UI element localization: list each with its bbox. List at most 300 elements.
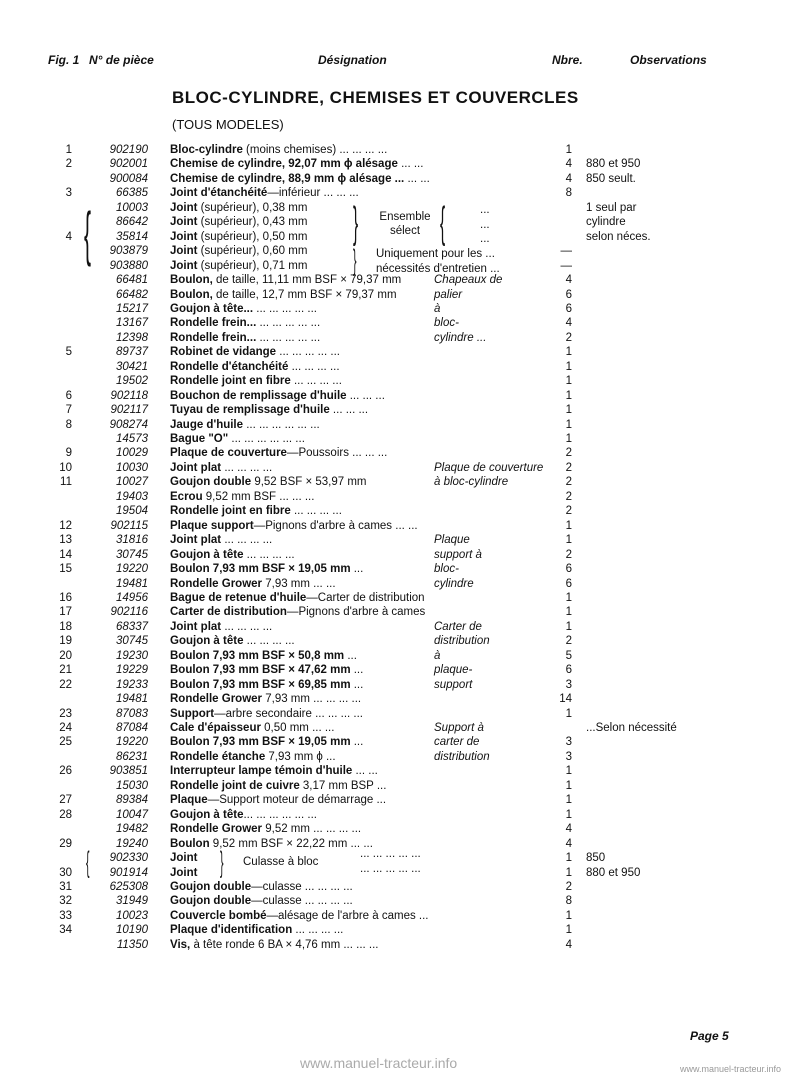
- quantity: 1: [565, 765, 572, 778]
- designation-bold: Vis,: [170, 938, 191, 951]
- table-row: [0, 288, 800, 303]
- designation-bold: Joint: [170, 216, 198, 229]
- table-row: [0, 345, 800, 360]
- designation: [170, 837, 373, 852]
- quantity: 6: [565, 302, 572, 315]
- brace-right-ensemble: }: [353, 198, 359, 247]
- quantity: 5: [565, 649, 572, 662]
- culasse-dots-1: ... ... ... ... ...: [360, 848, 421, 860]
- table-row: [0, 360, 800, 375]
- designation-rest: 9,52 mm BSF ... ... ...: [202, 490, 315, 503]
- designation-bold: Chemise de cylindre, 88,9 mm ϕ alésage ...: [170, 172, 405, 185]
- header-fig: Fig. 1: [48, 53, 80, 67]
- part-number: 19240: [116, 837, 148, 850]
- part-number: 19482: [116, 823, 148, 836]
- designation-rest: —culasse ... ... ... ...: [251, 880, 353, 893]
- part-number: 13167: [116, 317, 148, 330]
- header-part-no: N° de pièce: [89, 53, 154, 67]
- designation: [170, 504, 342, 519]
- designation: [170, 938, 379, 953]
- part-number: 89384: [116, 794, 148, 807]
- group-note: Plaque de couverture: [434, 461, 544, 474]
- designation-bold: Interrupteur lampe témoin d'huile: [170, 765, 353, 778]
- fig-number: 23: [59, 707, 72, 720]
- designation: [170, 880, 353, 895]
- designation: [170, 432, 305, 447]
- fig-number: 24: [59, 722, 72, 734]
- ensemble-line2: sélect: [389, 225, 421, 237]
- table-row: [0, 880, 800, 895]
- designation: [170, 634, 295, 649]
- designation: [170, 186, 359, 201]
- fig-number: 7: [65, 404, 72, 417]
- designation-rest: ... ... ... ...: [288, 360, 340, 373]
- table-row: [0, 157, 800, 172]
- designation-rest: à tête ronde 6 BA × 4,76 mm ... ... ...: [190, 938, 379, 951]
- part-number: 902330: [109, 852, 148, 865]
- quantity: 8: [565, 187, 572, 200]
- designation-rest: ...: [350, 563, 364, 576]
- fig-number: 14: [59, 548, 72, 561]
- designation: [170, 735, 363, 750]
- group-note: support à: [434, 548, 482, 561]
- designation: [170, 923, 343, 938]
- designation-rest: 7,93 mm ... ...: [262, 577, 336, 590]
- designation-rest: ... ... ...: [346, 389, 385, 402]
- designation-rest: (supérieur), 0,38 mm: [197, 201, 308, 214]
- group-note: plaque-: [434, 664, 473, 677]
- designation: [170, 649, 357, 664]
- designation: [170, 418, 320, 433]
- designation-rest: 7,93 mm ... ... ... ...: [262, 693, 362, 706]
- designation-rest: 7,93 mm ϕ ...: [265, 750, 336, 763]
- group-note: à bloc-cylindre: [434, 476, 509, 489]
- part-number: 31816: [116, 534, 148, 547]
- designation: [170, 562, 363, 577]
- fig-number: 9: [65, 447, 72, 460]
- brace-right-culasse: }: [220, 846, 224, 879]
- group-note: cylindre ...: [434, 331, 487, 344]
- designation-bold: Carter de distribution: [170, 606, 287, 619]
- table-row: [0, 707, 800, 722]
- fig-number: 3: [65, 187, 72, 200]
- group-note: bloc-: [434, 317, 459, 330]
- designation-bold: Goujon à tête: [170, 635, 244, 648]
- uniquement-label: [376, 247, 500, 276]
- fig-number: 26: [59, 765, 72, 778]
- designation-bold: Goujon à tête: [170, 808, 244, 821]
- table-row: [0, 923, 800, 938]
- quantity: 1: [565, 360, 572, 373]
- designation-rest: ... ... ... ... ...: [276, 346, 340, 359]
- part-number: 19233: [116, 678, 148, 691]
- brace-left-30: {: [86, 846, 90, 879]
- part-number: 903879: [109, 245, 148, 258]
- table-row: [0, 938, 800, 953]
- table-row: [0, 432, 800, 447]
- table-row: [0, 721, 800, 736]
- quantity: 8: [565, 895, 572, 908]
- observation: 1 seul par: [586, 201, 637, 214]
- table-row: [0, 548, 800, 563]
- table-row: [0, 793, 800, 808]
- ensemble-dots-3: ...: [480, 233, 490, 245]
- designation-bold: Boulon,: [170, 274, 213, 287]
- designation: [170, 403, 368, 418]
- fig-number: 31: [59, 880, 72, 893]
- designation: [170, 244, 307, 259]
- table-row: [0, 418, 800, 433]
- quantity: 1: [565, 389, 572, 402]
- part-number: 66482: [116, 288, 148, 301]
- designation-bold: Boulon 7,93 mm BSF × 50,8 mm: [170, 649, 345, 662]
- designation-bold: Robinet de vidange: [170, 346, 277, 359]
- designation: [170, 721, 334, 736]
- designation-bold: Support: [170, 707, 215, 720]
- part-number: 15217: [116, 302, 148, 315]
- group-note: bloc-: [434, 563, 459, 576]
- part-number: 11350: [116, 938, 148, 951]
- designation-rest: ... ... ... ... ... ...: [243, 418, 320, 431]
- designation-rest: ... ... ...: [329, 404, 369, 417]
- designation-bold: Joint: [170, 201, 198, 214]
- fig-number: 8: [65, 418, 72, 431]
- designation: [170, 808, 317, 823]
- table-row: [0, 504, 800, 519]
- brace-left-joints: {: [84, 200, 92, 267]
- quantity: 1: [565, 924, 572, 937]
- ensemble-dots-1: ...: [480, 204, 490, 216]
- designation-rest: ... ... ... ...: [292, 924, 344, 937]
- designation: [170, 475, 367, 490]
- quantity: 1: [565, 375, 572, 388]
- designation-bold: Jauge d'huile: [170, 418, 244, 431]
- designation-rest: —culasse ... ... ... ...: [251, 895, 353, 908]
- table-row: [0, 461, 800, 476]
- table-row: [0, 808, 800, 823]
- fig-number: 34: [59, 924, 72, 937]
- designation: [170, 678, 363, 693]
- designation: [170, 591, 425, 606]
- designation-bold: Goujon double: [170, 895, 252, 908]
- quantity: 1: [565, 707, 572, 720]
- header-observations: Observations: [630, 53, 707, 67]
- table-row: [0, 519, 800, 534]
- quantity: 1: [565, 418, 572, 431]
- designation-bold: Plaque de couverture: [170, 447, 287, 460]
- observation: 850 seult.: [586, 172, 636, 185]
- group-note: Support à: [434, 722, 484, 734]
- quantity: 3: [565, 736, 572, 749]
- quantity: 3: [565, 750, 572, 763]
- designation-rest: (supérieur), 0,71 mm: [197, 259, 308, 272]
- designation: [170, 533, 272, 548]
- fig-number: 12: [59, 519, 72, 532]
- designation-bold: Rondelle joint en fibre: [170, 375, 291, 388]
- designation-rest: (supérieur), 0,60 mm: [197, 245, 308, 258]
- designation: [170, 577, 336, 592]
- part-number: 12398: [116, 331, 148, 344]
- designation-bold: Chemise de cylindre, 92,07 mm ϕ alésage: [170, 158, 398, 171]
- brace-left-ensemble: {: [440, 198, 446, 247]
- header-nbre: Nbre.: [552, 53, 583, 67]
- quantity: 1: [565, 534, 572, 547]
- designation-rest: —alésage de l'arbre à cames ...: [266, 909, 429, 922]
- brace-right-uniquement: }: [353, 244, 357, 277]
- quantity: 6: [565, 288, 572, 301]
- designation-rest: ...: [350, 664, 364, 677]
- table-row: [0, 577, 800, 592]
- fig-number: 32: [59, 895, 72, 908]
- quantity: 2: [565, 447, 572, 460]
- table-row: [0, 605, 800, 620]
- table-row: [0, 186, 800, 201]
- part-number: 31949: [116, 895, 148, 908]
- designation-bold: Goujon à tête...: [170, 302, 254, 315]
- fig-number: 5: [65, 346, 72, 359]
- designation: [170, 316, 320, 331]
- part-number: 19504: [116, 505, 148, 518]
- part-number: 66481: [116, 274, 148, 287]
- part-number: 10030: [116, 461, 148, 474]
- fig-number: 10: [59, 461, 72, 474]
- designation: [170, 360, 340, 375]
- designation-rest: 9,52 mm BSF × 22,22 mm ... ...: [209, 837, 373, 850]
- part-number: 10047: [116, 808, 148, 821]
- designation-rest: —Carter de distribution: [306, 591, 425, 604]
- designation-rest: ...: [350, 736, 364, 749]
- quantity: 1: [565, 606, 572, 619]
- designation-bold: Goujon à tête: [170, 548, 244, 561]
- designation-rest: ...: [350, 678, 364, 691]
- designation-rest: ... ... ... ... ... ...: [243, 808, 317, 821]
- quantity: 1: [565, 909, 572, 922]
- designation-rest: (moins chemises) ... ... ... ...: [242, 144, 388, 156]
- part-number: 35814: [116, 230, 148, 243]
- fig-number: 33: [59, 909, 72, 922]
- part-number: 19481: [116, 577, 148, 590]
- quantity: 3: [565, 678, 572, 691]
- fig-number: 4: [65, 230, 72, 243]
- part-number: 87084: [116, 722, 148, 734]
- table-row: [0, 822, 800, 837]
- part-number: 87083: [116, 707, 148, 720]
- designation-rest: 3,17 mm BSP ...: [299, 779, 387, 792]
- quantity: 1: [565, 852, 572, 865]
- designation: [170, 172, 430, 187]
- quantity: —: [560, 245, 572, 258]
- quantity: 4: [565, 172, 572, 185]
- fig-number: 18: [59, 620, 72, 633]
- designation-rest: ... ... ... ... ...: [256, 331, 321, 344]
- designation-rest: (supérieur), 0,43 mm: [197, 216, 308, 229]
- group-note: support: [434, 678, 473, 691]
- fig-number: 20: [59, 649, 72, 662]
- designation-rest: ... ... ... ...: [243, 635, 295, 648]
- part-number: 900084: [109, 172, 148, 185]
- fig-number: 28: [59, 808, 72, 821]
- table-row: [0, 764, 800, 779]
- fig-number: 25: [59, 736, 72, 749]
- quantity: 4: [565, 823, 572, 836]
- part-number: 901914: [109, 866, 148, 879]
- designation: [170, 519, 418, 534]
- designation-rest: —inférieur ... ... ...: [267, 187, 359, 200]
- designation-rest: ... ... ... ... ...: [256, 317, 321, 330]
- table-row: [0, 302, 800, 317]
- fig-number: 27: [59, 794, 72, 807]
- designation-bold: Boulon 7,93 mm BSF × 19,05 mm: [170, 563, 351, 576]
- part-number: 14573: [116, 433, 148, 445]
- group-note: Carter de: [434, 620, 482, 633]
- table-row: [0, 779, 800, 794]
- designation: [170, 822, 361, 837]
- designation-rest: 9,52 BSF × 53,97 mm: [251, 476, 367, 489]
- designation: [170, 389, 385, 404]
- group-note: Plaque: [434, 534, 470, 547]
- designation-rest: ... ... ... ... ... ...: [228, 433, 305, 445]
- designation-rest: —Pignons d'arbre à cames ... ...: [253, 519, 418, 532]
- fig-number: 2: [65, 158, 72, 171]
- designation: [170, 894, 353, 909]
- part-number: 19220: [116, 736, 148, 749]
- designation-bold: Bague "O": [170, 433, 229, 445]
- designation: [170, 764, 378, 779]
- designation-bold: Rondelle frein...: [170, 331, 257, 344]
- quantity: 1: [565, 346, 572, 359]
- designation: [170, 259, 307, 274]
- designation: [170, 201, 307, 216]
- fig-number: 29: [59, 837, 72, 850]
- designation: [170, 779, 386, 794]
- table-row: [0, 735, 800, 750]
- part-number: 86231: [116, 750, 148, 763]
- part-number: 68337: [116, 620, 148, 633]
- designation: [170, 909, 429, 924]
- fig-number: 16: [59, 591, 72, 604]
- table-row: [0, 692, 800, 707]
- table-row: [0, 663, 800, 678]
- observation: 880 et 950: [586, 866, 641, 879]
- quantity: 1: [565, 433, 572, 445]
- designation-bold: Joint: [170, 866, 198, 879]
- quantity: 2: [565, 505, 572, 518]
- part-number: 19481: [116, 693, 148, 706]
- observation: selon néces.: [586, 230, 651, 243]
- part-number: 19229: [116, 664, 148, 677]
- designation: [170, 851, 197, 866]
- designation: [170, 273, 401, 288]
- designation-bold: Bouchon de remplissage d'huile: [170, 389, 347, 402]
- designation-bold: Joint: [170, 245, 198, 258]
- quantity: 1: [565, 404, 572, 417]
- quantity: 2: [565, 490, 572, 503]
- designation-bold: Goujon double: [170, 476, 252, 489]
- designation: [170, 620, 272, 635]
- designation-rest: —Support moteur de démarrage ...: [207, 794, 387, 807]
- designation-bold: Rondelle Grower: [170, 577, 263, 590]
- group-note: distribution: [434, 750, 490, 763]
- quantity: 2: [565, 548, 572, 561]
- part-number: 19220: [116, 563, 148, 576]
- table-row: [0, 374, 800, 389]
- designation: [170, 374, 342, 389]
- designation: [170, 288, 397, 303]
- quantity: 2: [565, 461, 572, 474]
- designation-bold: Bloc-cylindre: [170, 144, 243, 156]
- quantity: 4: [565, 317, 572, 330]
- designation-bold: Plaque d'identification: [170, 924, 293, 937]
- ensemble-line1: Ensemble: [379, 211, 431, 223]
- observation: 850: [586, 852, 606, 865]
- group-note: à: [434, 302, 441, 315]
- designation-bold: Boulon 7,93 mm BSF × 47,62 mm: [170, 664, 351, 677]
- designation-rest: —arbre secondaire ... ... ... ...: [214, 707, 363, 720]
- designation-rest: —Pignons d'arbre à cames: [286, 606, 426, 619]
- designation: [170, 707, 363, 722]
- part-number: 19403: [116, 490, 148, 503]
- designation: [170, 157, 423, 172]
- group-note: distribution: [434, 635, 490, 648]
- table-row: [0, 143, 800, 158]
- designation-bold: Tuyau de remplissage d'huile: [170, 404, 330, 417]
- designation: [170, 548, 295, 563]
- watermark-small: www.manuel-tracteur.info: [680, 1064, 782, 1074]
- group-note: carter de: [434, 736, 480, 749]
- quantity: 1: [565, 144, 572, 156]
- fig-number: 17: [59, 606, 72, 619]
- part-number: 902117: [110, 404, 148, 417]
- table-row: [0, 490, 800, 505]
- designation-bold: Goujon double: [170, 880, 252, 893]
- table-row: [0, 446, 800, 461]
- observation: cylindre: [586, 216, 626, 229]
- quantity: 4: [565, 274, 572, 287]
- designation-rest: (supérieur), 0,50 mm: [197, 230, 308, 243]
- culasse-dots-2: ... ... ... ... ...: [360, 863, 421, 875]
- part-number: 10003: [116, 201, 148, 214]
- designation-bold: Joint: [170, 230, 198, 243]
- group-note: cylindre: [434, 577, 474, 590]
- designation-bold: Bague de retenue d'huile: [170, 591, 307, 604]
- designation-rest: de taille, 12,7 mm BSF × 79,37 mm: [212, 288, 397, 301]
- uniquement-line1: Uniquement pour les ...: [376, 248, 495, 260]
- table-row: [0, 909, 800, 924]
- quantity: 6: [565, 563, 572, 576]
- part-number: 903851: [109, 765, 148, 778]
- page-title: BLOC-CYLINDRE, CHEMISES ET COUVERCLES: [172, 88, 579, 107]
- table-row: [0, 316, 800, 331]
- designation-bold: Ecrou: [170, 490, 203, 503]
- designation-bold: Boulon 7,93 mm BSF × 69,85 mm: [170, 678, 351, 691]
- table-row: [0, 403, 800, 418]
- designation-bold: Couvercle bombé: [170, 909, 267, 922]
- designation-rest: ... ...: [352, 765, 378, 778]
- quantity: 4: [565, 938, 572, 951]
- designation-bold: Joint d'étanchéité: [170, 187, 268, 200]
- part-number: 902001: [109, 158, 148, 171]
- fig-number: 13: [59, 534, 72, 547]
- quantity: 4: [565, 158, 572, 171]
- quantity: 14: [559, 693, 572, 706]
- part-number: 10027: [116, 476, 148, 489]
- group-note: à: [434, 649, 441, 662]
- designation-bold: Plaque support: [170, 519, 254, 532]
- fig-number: 1: [65, 144, 72, 156]
- quantity: 6: [565, 577, 572, 590]
- designation: [170, 331, 320, 346]
- table-row: [0, 562, 800, 577]
